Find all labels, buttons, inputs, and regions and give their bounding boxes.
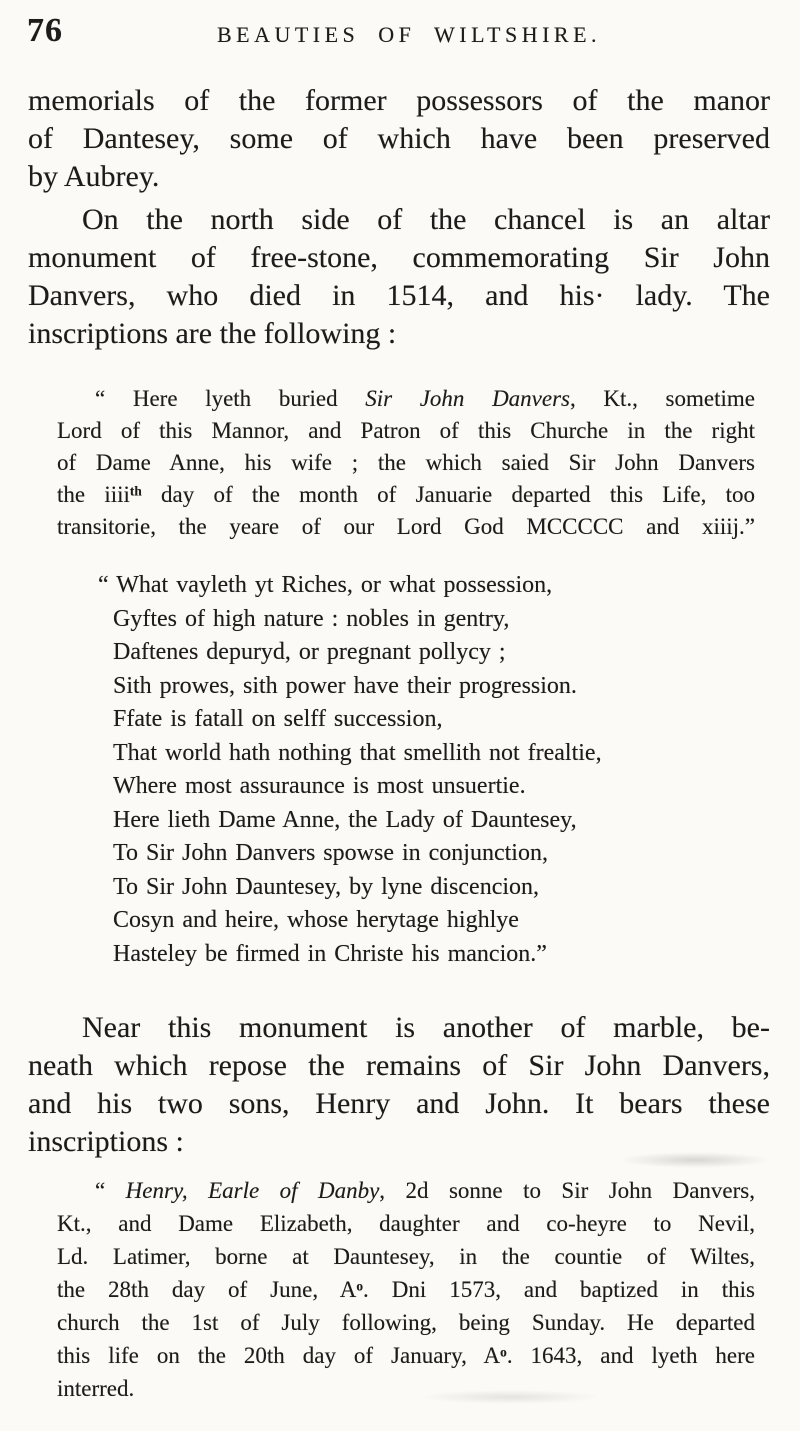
inscription-line: Kt., and Dame Elizabeth, daughter and co-heyre to Nevil, <box>57 1211 755 1236</box>
superscript-anno: o <box>500 1344 507 1360</box>
superscript-anno: o <box>356 1278 364 1294</box>
inscription-line: church the 1st of July following, being Sunday. He departed <box>57 1310 755 1335</box>
inscription-line: of Dame Anne, his wife ; the which saied Sir John Danvers <box>57 450 755 475</box>
poem-line: Daftenes depuryd, or pregnant pollycy ; <box>113 639 506 665</box>
poem-line: Here lieth Dame Anne, the Lady of Dauntesey, <box>113 806 577 833</box>
inscription-line: Lord of this Mannor, and Patron of this Churche in the right <box>57 418 755 443</box>
poem-line: Gyftes of high nature : nobles in gentry, <box>113 605 510 632</box>
inscription-text: the 28th day of June, A <box>57 1277 357 1302</box>
inscription-text: “ <box>95 1178 126 1203</box>
paragraph-altar-monument <box>28 201 770 353</box>
paragraph-line: On the north side of the chancel is an altar <box>82 203 770 236</box>
poem-line: Ffate is fatall on selff succession, <box>113 706 443 732</box>
inscription-italic-text: Sir John Danvers <box>365 386 571 411</box>
inscription-italic-text: Henry, Earle of Danby <box>125 1178 380 1203</box>
inscription-text: , Kt., sometime <box>570 386 755 411</box>
epitaph-poem <box>98 569 753 971</box>
inscription-line <box>57 383 755 415</box>
inscription-line: interred. <box>57 1376 135 1401</box>
inscription-text: day of the month of Januarie departed this Life, too <box>141 482 755 507</box>
paragraph-line: neath which repose the remains of Sir John Danvers, <box>28 1049 770 1082</box>
paragraph-memorials <box>28 82 770 196</box>
paragraph-line: by Aubrey. <box>28 160 160 193</box>
inscription-text: this life on the 20th day of January, A <box>57 1343 501 1368</box>
paragraph-marble-monument <box>28 1009 770 1161</box>
paragraph-line: memorials of the former possessors of the manor <box>28 84 770 117</box>
poem-line: To Sir John Dauntesey, by lyne discencion, <box>113 873 540 900</box>
paragraph-line: and his two sons, Henry and John. It bears these <box>28 1087 770 1120</box>
poem-line: Sith prowes, sith power have their progression. <box>113 672 577 699</box>
inscription-sir-john-danvers <box>57 383 755 543</box>
inscription-text: . Dni 1573, and baptized in this <box>363 1277 755 1302</box>
paragraph-line: of Dantesey, some of which have been preserved <box>28 122 770 155</box>
poem-line: Cosyn and heire, whose herytage highlye <box>113 907 519 933</box>
inscription-henry-earle-of-danby <box>57 1174 755 1405</box>
poem-line: That world hath nothing that smellith not frealtie, <box>113 739 602 766</box>
inscription-text: the iiii <box>57 482 130 507</box>
paragraph-line: monument of free-stone, commemorating Sir John <box>28 241 770 274</box>
poem-line: To Sir John Danvers spowse in conjunction, <box>113 840 548 866</box>
inscription-line: transitorie, the yeare of our Lord God MCCCCC and xiiij.” <box>57 514 755 539</box>
poem-line: Where most assuraunce is most unsuertie. <box>113 773 526 799</box>
inscription-line <box>57 479 755 511</box>
paragraph-line: Danvers, who died in 1514, and his· lady. The <box>28 279 770 312</box>
inscription-line <box>57 1174 755 1207</box>
inscription-line: Ld. Latimer, borne at Dauntesey, in the countie of Wiltes, <box>57 1244 755 1269</box>
inscription-text: . 1643, and lyeth here <box>506 1343 755 1368</box>
inscription-line <box>57 1273 755 1306</box>
inscription-line <box>57 1339 755 1372</box>
paragraph-line: inscriptions : <box>28 1125 184 1158</box>
poem-line: Hasteley be firmed in Christe his mancion.” <box>113 940 547 967</box>
inscription-text: “ Here lyeth buried <box>95 386 366 411</box>
superscript-ordinal: th <box>129 483 142 499</box>
poem-line: “ What vayleth yt Riches, or what possession, <box>98 572 553 598</box>
page-number: 76 <box>27 12 63 49</box>
paragraph-line: inscriptions are the following : <box>28 317 397 350</box>
inscription-text: , 2d sonne to Sir John Danvers, <box>379 1178 755 1203</box>
paragraph-line: Near this monument is another of marble, be- <box>82 1011 770 1044</box>
running-header: BEAUTIES OF WILTSHIRE. <box>216 22 602 47</box>
